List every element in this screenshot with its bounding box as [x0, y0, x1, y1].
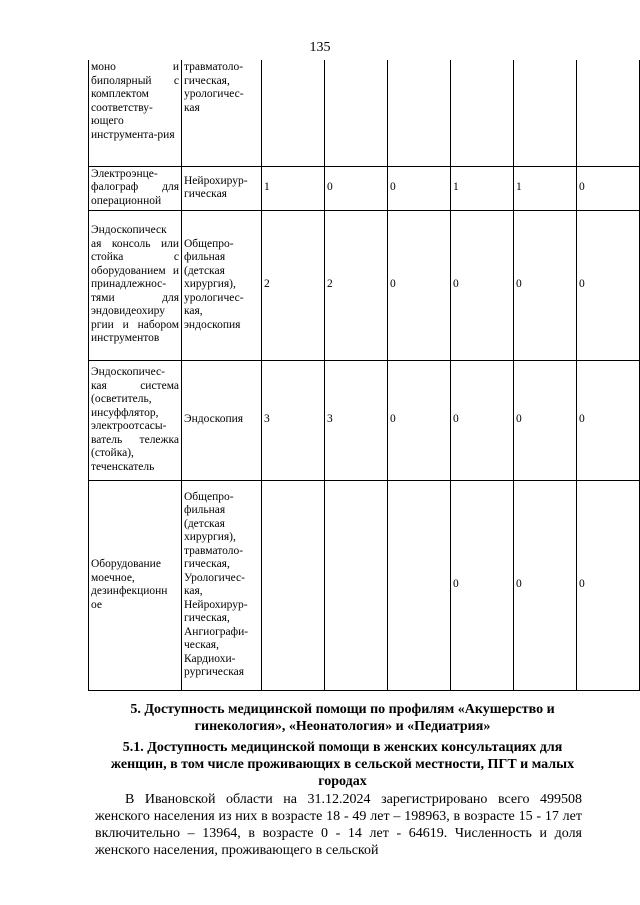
value-cell: 1 — [514, 166, 577, 210]
table-row — [89, 60, 640, 166]
value-cell — [325, 60, 388, 166]
equipment-name: моно и биполярный с комплектом соответству-ющего инструмента-рия — [89, 60, 182, 166]
value-cell: 1 — [262, 166, 325, 210]
value-cell: 3 — [262, 360, 325, 480]
value-cell: 0 — [451, 480, 514, 690]
equipment-profile: травматоло-гическая, урологичес-кая — [182, 60, 262, 166]
value-cell: 0 — [514, 480, 577, 690]
value-cell — [451, 60, 514, 166]
table-row — [89, 480, 640, 690]
value-cell — [577, 60, 640, 166]
equipment-profile: Общепро-фильная (детская хирургия), травматоло-гическая, Урологичес-кая, Нейрохирур-гическая, Ангиографи-ческая, Кардиохи-рургическая — [182, 480, 262, 690]
value-cell: 0 — [388, 360, 451, 480]
equipment-table — [88, 60, 640, 691]
value-cell — [388, 60, 451, 166]
equipment-name: Оборудование моечное, дезинфекционн ое — [89, 480, 182, 690]
equipment-profile: Общепро-фильная (детская хирургия), урологичес-кая, эндоскопия — [182, 210, 262, 360]
value-cell — [262, 480, 325, 690]
equipment-profile: Эндоскопия — [182, 360, 262, 480]
value-cell: 0 — [577, 210, 640, 360]
subsection-heading: 5.1. Доступность медицинской помощи в женских консультациях для женщин, в том числе проживающих в сельской местности, ПГТ и малых городах — [110, 740, 575, 789]
equipment-name: Эндоскопичес-кая система (осветитель, инсуффлятор, электроотсасы-ватель тележка (стойка), теченскатель — [89, 360, 182, 480]
value-cell: 0 — [577, 166, 640, 210]
section-heading: 5. Доступность медицинской помощи по профилям «Акушерство и гинекология», «Неонатология» и «Педиатрия» — [130, 702, 555, 734]
value-cell: 0 — [514, 360, 577, 480]
equipment-name: Эндоскопическ ая консоль или стойка с оборудованием и принадлежнос-тями для эндовидеохиру ргии и набором инструментов — [89, 210, 182, 360]
table-row — [89, 360, 640, 480]
table-row — [89, 166, 640, 210]
value-cell: 3 — [325, 360, 388, 480]
value-cell: 0 — [325, 166, 388, 210]
value-cell: 2 — [325, 210, 388, 360]
value-cell — [325, 480, 388, 690]
value-cell: 0 — [577, 480, 640, 690]
value-cell: 0 — [388, 166, 451, 210]
value-cell: 0 — [388, 210, 451, 360]
value-cell: 0 — [577, 360, 640, 480]
value-cell: 2 — [262, 210, 325, 360]
equipment-profile: Нейрохирур-гическая — [182, 166, 262, 210]
page-number: 135 — [309, 40, 331, 55]
value-cell: 1 — [451, 166, 514, 210]
table-row — [89, 210, 640, 360]
value-cell: 0 — [451, 210, 514, 360]
value-cell — [514, 60, 577, 166]
value-cell: 0 — [451, 360, 514, 480]
value-cell — [262, 60, 325, 166]
value-cell — [388, 480, 451, 690]
equipment-name: Электроэнце-фалограф для операционной — [89, 166, 182, 210]
value-cell: 0 — [514, 210, 577, 360]
body-paragraph: В Ивановской области на 31.12.2024 зарегистрировано всего 499508 женского населения из них в возрасте 18 - 49 лет – 198963, в возрасте 15 - 17 лет включительно – 13964, в возрасте 0 - 14 лет - 64619. Численность и доля женского населения, проживающего в сельской — [95, 792, 582, 858]
